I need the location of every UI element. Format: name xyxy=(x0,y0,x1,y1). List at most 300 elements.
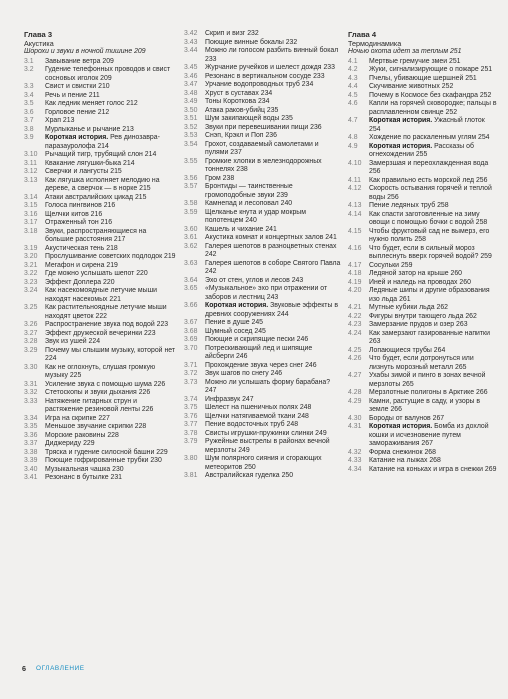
entry-title: Рассказы об огнехождении xyxy=(369,142,474,158)
entry-number: 3.50 xyxy=(184,106,198,114)
entry-page: 235 xyxy=(266,106,279,114)
entry-title: Сверчки и лангусты xyxy=(45,168,109,175)
entry-number: 3.69 xyxy=(184,336,198,343)
toc-entry xyxy=(184,438,342,455)
entry-title: Форма снежинок xyxy=(369,448,423,456)
toc-entry xyxy=(348,457,498,466)
toc-entry xyxy=(348,449,498,458)
entry-number: 3.64 xyxy=(184,276,198,284)
toc-entry xyxy=(348,100,498,117)
entry-title: Как спасти заготовленные на зиму овощи с помощью бочки с водой xyxy=(369,210,480,226)
entry-page: 214 xyxy=(97,142,109,150)
entry-number: 3.42 xyxy=(184,30,198,37)
toc-entry xyxy=(24,432,176,441)
toc-entry xyxy=(184,328,342,337)
toc-entry xyxy=(24,126,176,135)
chapter-subject: Термодинамика xyxy=(348,39,402,48)
entry-title: Шумный сосед xyxy=(205,327,253,335)
toc-entry xyxy=(184,175,342,184)
entry-page: 258 xyxy=(437,202,449,209)
entry-title: Капли на горячей сковородке; пальцы в расплавленном свинце xyxy=(369,100,497,116)
entry-number: 4.18 xyxy=(348,270,362,277)
entry-title: Бронтиды — таинственные громоподобные звуки xyxy=(205,183,293,199)
entry-number: 3.22 xyxy=(24,270,38,277)
entry-number: 4.5 xyxy=(348,91,358,99)
entry-title: Щелчки китов xyxy=(45,210,89,218)
entry-number: 3.32 xyxy=(24,389,38,396)
toc-entry xyxy=(348,415,498,424)
entry-number: 3.11 xyxy=(24,159,37,167)
toc-entry xyxy=(184,243,342,260)
entry-page: 263 xyxy=(456,321,468,328)
entry-title: Речь и пение xyxy=(45,91,87,99)
entry-title: Галерея шепотов в разноцветных стенах xyxy=(205,242,337,250)
entry-title: Катание на коньках и игра в снежки xyxy=(369,465,483,473)
entry-page: 241 xyxy=(325,234,337,241)
entry-title: Лопающиеся трубы xyxy=(369,346,432,354)
toc-entry xyxy=(348,92,498,101)
toc-entry xyxy=(348,83,498,92)
toc-entry xyxy=(348,330,498,347)
entry-page: 226 xyxy=(138,389,151,396)
toc-entry xyxy=(24,117,176,126)
toc-entry xyxy=(184,81,342,90)
entry-page: 217 xyxy=(113,236,126,243)
entry-title: Гудение телефонных проводов и свист сосновых иголок xyxy=(45,66,171,82)
toc-column-3 xyxy=(348,30,498,474)
entry-number: 3.75 xyxy=(184,404,198,411)
toc-entry xyxy=(184,345,342,362)
entry-number: 4.16 xyxy=(348,244,362,252)
toc-entry xyxy=(24,262,176,271)
entry-title: Как правильно есть морской лед xyxy=(369,176,475,184)
entry-number: 3.36 xyxy=(24,431,38,439)
toc-entry xyxy=(184,158,342,175)
entry-number: 3.16 xyxy=(24,210,38,218)
entry-number: 4.10 xyxy=(348,159,362,167)
toc-entry xyxy=(24,279,176,288)
entry-title: Резонанс в бутылке xyxy=(45,474,109,481)
entry-number: 3.57 xyxy=(184,183,198,190)
entry-title: Австралийская гуделка xyxy=(205,472,280,479)
entry-number: 3.37 xyxy=(24,440,38,447)
entry-page: 232 xyxy=(285,38,298,46)
entry-page: 210 xyxy=(98,83,110,90)
entry-title: Звук из ушей xyxy=(45,338,87,345)
entry-title: Сосульки xyxy=(369,261,400,269)
entry-page: 250 xyxy=(281,472,294,479)
entry-title: Урчание водопроводных труб xyxy=(205,81,300,88)
entry-page: 262 xyxy=(436,304,448,311)
entry-page: 246 xyxy=(305,361,317,369)
entry-number: 4.15 xyxy=(348,227,362,235)
entry-page: 235 xyxy=(281,115,293,122)
toc-entry xyxy=(348,287,498,304)
entry-title: Морские раковины xyxy=(45,431,106,439)
entry-page: 225 xyxy=(69,372,82,379)
entry-number: 3.6 xyxy=(24,108,34,116)
entry-title: Потрескивающий лед и шипящие айсберги xyxy=(205,344,313,360)
entry-page: 263 xyxy=(369,338,381,345)
entry-page: 245 xyxy=(251,319,264,326)
short-story-label: Короткая история. xyxy=(45,134,109,141)
entry-title: Эхо от стен, углов и лесов xyxy=(205,276,290,284)
entry-number: 4.29 xyxy=(348,397,362,405)
entry-title: Громкие хлопки в железнодорожных тоннелях xyxy=(205,157,322,173)
entry-title: Пение в душе xyxy=(205,319,250,326)
toc-entry xyxy=(24,381,176,390)
entry-title: Почему мы слышим музыку, которой нет xyxy=(45,346,176,354)
short-story-label: Короткая история. xyxy=(369,423,433,430)
entry-title: Мерзлотные полигоны в Арктике xyxy=(369,389,475,396)
entry-title: Замерзание прудов и озер xyxy=(369,321,455,328)
toc-entry xyxy=(348,228,498,245)
entry-number: 3.38 xyxy=(24,448,38,456)
toc-entry xyxy=(348,245,498,262)
entry-number: 3.19 xyxy=(24,244,38,252)
entry-page: 256 xyxy=(369,168,381,175)
toc-entry xyxy=(348,143,498,160)
entry-title: Как ледник меняет голос xyxy=(45,100,125,107)
entry-title: Тряска и гудение силосной башни xyxy=(45,448,155,456)
entry-page: 258 xyxy=(414,236,426,243)
toc-entry xyxy=(348,211,498,228)
entry-number: 3.26 xyxy=(24,321,38,328)
entry-number: 3.71 xyxy=(184,361,198,369)
entry-number: 4.1 xyxy=(348,57,358,65)
entry-page: 220 xyxy=(103,278,115,286)
entry-page: 266 xyxy=(390,406,402,413)
toc-entry xyxy=(184,404,342,413)
toc-entry xyxy=(184,209,342,226)
entry-page: 209 xyxy=(100,74,112,82)
toc-entry xyxy=(24,211,176,220)
toc-entry xyxy=(348,177,498,186)
entry-number: 4.20 xyxy=(348,287,362,294)
toc-entry xyxy=(24,440,176,449)
entry-page: 224 xyxy=(45,355,57,362)
entry-page: 242 xyxy=(205,251,217,258)
toc-entry xyxy=(184,319,342,328)
toc-entry xyxy=(348,270,498,279)
entry-number: 3.59 xyxy=(184,208,198,216)
entry-page: 228 xyxy=(134,423,147,430)
entry-number: 3.8 xyxy=(24,125,34,133)
toc-entry xyxy=(348,313,498,322)
toc-entry xyxy=(184,362,342,371)
entry-number: 3.24 xyxy=(24,287,38,294)
toc-entry xyxy=(184,98,342,107)
entry-title: «Музыкальное» эхо при отражении от заборов и лестниц xyxy=(205,285,328,301)
entry-page: 252 xyxy=(479,91,492,99)
entry-title: Звуки, распространяющиеся на большие расстояния xyxy=(45,227,147,243)
toc-entry xyxy=(348,355,498,372)
entry-number: 4.13 xyxy=(348,202,362,209)
entry-number: 3.67 xyxy=(184,319,198,326)
entry-title: Щелчки натягиваемой ткани xyxy=(205,412,296,420)
entry-page: 259 xyxy=(480,253,492,260)
entry-title: Как замерзают газированные напитки xyxy=(369,329,490,337)
entry-page: 241 xyxy=(265,225,277,233)
entry-page: 212 xyxy=(126,100,138,107)
entry-title: Хождение по раскаленным углям xyxy=(369,134,477,141)
entry-page: 246 xyxy=(235,353,248,360)
toc-entry xyxy=(184,200,342,209)
entry-number: 3.2 xyxy=(24,66,34,73)
entry-number: 4.8 xyxy=(348,134,358,141)
toc-entry xyxy=(348,466,498,475)
toc-entry xyxy=(24,168,176,177)
toc-entry xyxy=(184,107,342,116)
toc-entry xyxy=(24,58,176,67)
entry-title: Эффект Доплера xyxy=(45,278,102,286)
entry-number: 3.46 xyxy=(184,72,198,80)
entry-number: 3.62 xyxy=(184,242,198,250)
entry-number: 3.48 xyxy=(184,89,198,97)
toc-entry xyxy=(184,413,342,422)
entry-title: Что будет, если в сильный мороз выплеснуть вверх горячей водой? xyxy=(369,244,479,260)
entry-page: 219 xyxy=(164,253,176,260)
toc-entry xyxy=(24,109,176,118)
entry-title: Ухабы зимой и пинго в зонах вечной мерзлоты xyxy=(369,372,486,388)
entry-title: Ледяные шипы и другие образования изо льда xyxy=(369,287,490,303)
entry-title: Где можно услышать шепот xyxy=(45,270,135,277)
entry-title: Мегафон и сирена xyxy=(45,261,105,269)
entry-number: 3.1 xyxy=(24,57,34,65)
entry-page: 254 xyxy=(369,125,381,133)
entry-number: 3.76 xyxy=(184,412,198,420)
page-number: 6 xyxy=(22,664,26,673)
entry-page: 215 xyxy=(110,168,122,175)
toc-entry xyxy=(184,370,342,379)
entry-number: 3.58 xyxy=(184,200,198,207)
entry-title: Акустика комнат и концертных залов xyxy=(205,234,324,241)
entry-page: 228 xyxy=(107,431,119,439)
entry-page: 254 xyxy=(478,134,490,141)
entry-number: 4.17 xyxy=(348,261,362,269)
entry-number: 4.7 xyxy=(348,117,358,124)
entry-number: 4.22 xyxy=(348,312,362,320)
chapter-title: Глава 3 xyxy=(24,30,53,39)
entry-page: 226 xyxy=(141,406,154,413)
chapter-intro: Ночью охота идет за теплым 251 xyxy=(348,48,462,55)
entry-title: Мутные кубики льда xyxy=(369,304,435,311)
entry-title: Тоны Короткова xyxy=(205,98,257,105)
entry-page: 243 xyxy=(291,276,304,284)
entry-title: Поющие гофрированные трубки xyxy=(45,457,149,464)
entry-number: 3.25 xyxy=(24,304,38,311)
short-story-label: Короткая история. xyxy=(205,302,269,309)
toc-entry xyxy=(184,396,342,405)
toc-entry xyxy=(24,134,176,151)
entry-number: 3.61 xyxy=(184,234,198,241)
entry-page: 256 xyxy=(475,176,488,184)
toc-entry xyxy=(348,66,498,75)
toc-entry xyxy=(184,277,342,286)
entry-title: Скрип и визг xyxy=(205,30,246,37)
toc-entry xyxy=(348,117,498,134)
entry-page: 211 xyxy=(88,91,100,99)
entry-title: Прохождение звука через снег xyxy=(205,361,304,369)
entry-page: 221 xyxy=(109,295,121,303)
entry-page: 255 xyxy=(415,151,428,158)
entry-number: 3.70 xyxy=(184,344,198,352)
entry-title: Шум закипающей воды xyxy=(205,115,280,122)
toc-entry xyxy=(24,457,176,466)
entry-title: Шелест на пшеничных полях xyxy=(205,404,298,411)
entry-page: 213 xyxy=(122,125,134,133)
entry-title: Поющие винные бокалы xyxy=(205,38,284,46)
entry-page: 213 xyxy=(62,117,75,124)
entry-number: 3.77 xyxy=(184,421,198,428)
entry-title: Пение ледяных труб xyxy=(369,202,436,209)
entry-page: 267 xyxy=(421,440,433,447)
entry-page: 267 xyxy=(432,414,445,422)
toc-entry xyxy=(184,39,342,48)
entry-page: 229 xyxy=(83,440,95,447)
entry-title: Резонанс в вертикальном сосуде xyxy=(205,72,312,80)
entry-page: 240 xyxy=(280,200,293,207)
short-story-label: Короткая история. xyxy=(369,117,433,124)
entry-number: 3.28 xyxy=(24,338,38,345)
entry-page: 245 xyxy=(254,327,266,335)
entry-number: 3.9 xyxy=(24,134,34,141)
entry-page: 248 xyxy=(286,421,299,428)
toc-entry xyxy=(184,115,342,124)
entry-page: 247 xyxy=(242,395,254,403)
entry-number: 3.17 xyxy=(24,219,38,226)
entry-number: 4.27 xyxy=(348,372,362,379)
entry-title: Отраженный тон xyxy=(45,219,99,226)
entry-page: 215 xyxy=(134,193,147,201)
entry-title: Журчание ручейков и шелест дождя xyxy=(205,64,322,71)
entry-number: 3.47 xyxy=(184,81,198,88)
entry-title: Скорость остывания горячей и теплой воды xyxy=(369,185,492,201)
entry-page: 212 xyxy=(97,108,110,116)
entry-title: Можно ли услышать форму барабана? xyxy=(205,378,331,386)
toc-entry xyxy=(348,185,498,202)
page-footer xyxy=(22,664,85,673)
entry-page: 250 xyxy=(244,463,256,471)
entry-number: 3.63 xyxy=(184,259,198,267)
entry-title: Инфразвук xyxy=(205,395,241,403)
entry-number: 3.35 xyxy=(24,423,38,430)
toc-entry xyxy=(24,253,176,262)
entry-page: 215 xyxy=(139,185,151,192)
entry-number: 3.79 xyxy=(184,438,198,445)
entry-number: 3.81 xyxy=(184,472,198,479)
entry-number: 3.66 xyxy=(184,302,198,309)
entry-title: Рев динозавра-паразауролофа xyxy=(45,134,160,150)
toc-entry xyxy=(348,58,498,67)
chapter-subject: Акустика xyxy=(24,39,54,48)
toc-entry xyxy=(184,430,342,439)
entry-number: 3.54 xyxy=(184,140,198,148)
entry-page: 261 xyxy=(399,295,411,303)
entry-page: 248 xyxy=(297,412,309,420)
toc-entry xyxy=(184,30,342,39)
entry-page: 224 xyxy=(88,338,101,345)
entry-page: 262 xyxy=(465,312,477,320)
entry-title: Игра на скрипке xyxy=(45,414,97,422)
entry-number: 3.13 xyxy=(24,176,38,184)
toc-entry xyxy=(24,66,176,83)
entry-page: 249 xyxy=(238,446,250,454)
toc-entry xyxy=(24,160,176,169)
toc-entry xyxy=(184,234,342,243)
entry-page: 238 xyxy=(236,166,248,173)
entry-title: Звуковые эффекты в древних сооружениях xyxy=(205,302,338,318)
toc-entry xyxy=(24,177,176,194)
toc-entry xyxy=(24,389,176,398)
toc-column-2 xyxy=(184,30,342,481)
entry-title: Стетоскопы и звуки дыхания xyxy=(45,389,137,396)
entry-number: 3.72 xyxy=(184,370,198,377)
toc-entry xyxy=(24,423,176,432)
entry-title: Усиление звука с помощью шума xyxy=(45,380,152,388)
entry-title: Катание на лыжах xyxy=(369,457,428,464)
entry-title: Натяжение гитарных струн и растяжение резиновой ленты xyxy=(45,397,140,413)
toc-entry xyxy=(184,183,342,200)
entry-number: 4.9 xyxy=(348,142,358,150)
entry-number: 3.45 xyxy=(184,64,198,71)
entry-page: 244 xyxy=(277,310,289,318)
entry-page: 260 xyxy=(459,278,471,286)
toc-entry xyxy=(348,160,498,177)
entry-title: Ужасный глоток xyxy=(434,117,485,124)
entry-number: 4.21 xyxy=(348,304,362,311)
entry-title: Звуки при перевешивании пищи xyxy=(205,123,309,131)
toc-entry xyxy=(24,321,176,330)
entry-number: 4.34 xyxy=(348,465,362,473)
toc-entry xyxy=(184,260,342,277)
toc-entry xyxy=(24,449,176,458)
entry-page: 240 xyxy=(245,217,257,224)
entry-number: 3.68 xyxy=(184,327,198,335)
entry-page: 214 xyxy=(144,151,157,158)
entry-page: 268 xyxy=(424,448,436,456)
toc-entry xyxy=(348,279,498,288)
toc-entry xyxy=(24,330,176,339)
entry-number: 3.5 xyxy=(24,100,34,107)
entry-number: 3.53 xyxy=(184,132,198,139)
entry-title: Замерзшая и переохлажденная вода xyxy=(369,159,489,167)
toc-entry xyxy=(24,270,176,279)
entry-page: 243 xyxy=(266,293,279,301)
entry-page: 251 xyxy=(480,66,493,73)
toc-entry xyxy=(24,474,176,483)
entry-title: Распространение звука под водой xyxy=(45,321,155,328)
toc-entry xyxy=(24,287,176,304)
entry-title: Снэп, Крэкл и Поп xyxy=(205,132,264,139)
entry-number: 3.10 xyxy=(24,151,38,158)
entry-title: Иней и наледь на проводах xyxy=(369,278,458,286)
toc-entry xyxy=(24,347,176,364)
toc-entry xyxy=(24,151,176,160)
entry-page: 229 xyxy=(156,448,168,456)
entry-number: 3.43 xyxy=(184,38,198,46)
entry-title: Щелканье кнута и удар мокрым полотенцем xyxy=(205,208,307,224)
entry-title: Пчелы, убивающие шершней xyxy=(369,74,464,82)
entry-number: 4.19 xyxy=(348,278,362,286)
entry-title: Храп xyxy=(45,117,61,124)
entry-number: 3.12 xyxy=(24,168,38,175)
toc-entry xyxy=(24,100,176,109)
entry-title: Рычащий тигр, трубящий слон xyxy=(45,151,143,158)
entry-number: 3.4 xyxy=(24,91,34,99)
toc-entry xyxy=(184,47,342,64)
entry-number: 4.26 xyxy=(348,355,362,362)
